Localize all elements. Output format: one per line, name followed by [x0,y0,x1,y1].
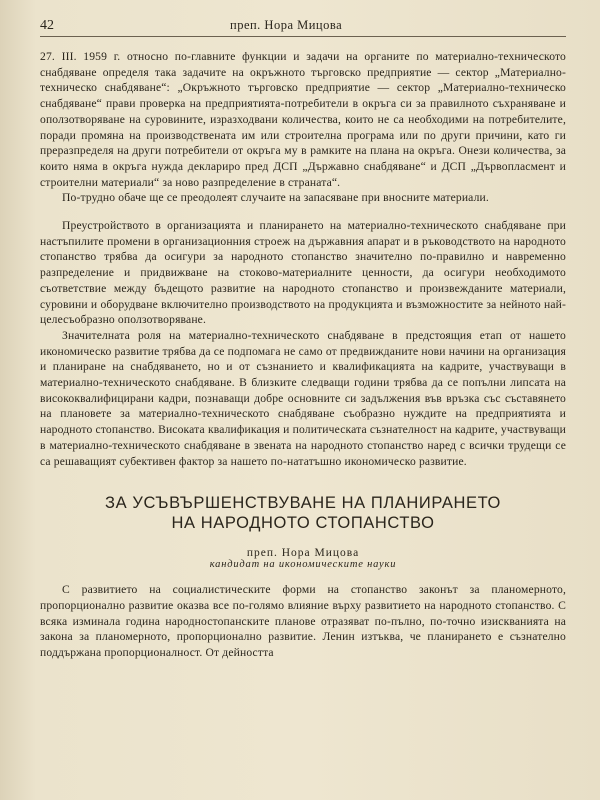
article-title [40,493,566,533]
paragraph-1: 27. III. 1959 г. относно по-главните функции и задачи на органите по материално-техническото снабдяване определя така задачите на окръжното търговско предприятие — сектор „Материално-техническо снабдяване“: „Окръжното търговско предприятие — сектор „Материално-техническо снабдяване“ прави проверка на предприятията-потребители в окръга си за правилното съхраняване и оползотворяване на суровините, изразходвани количества, които не са необходими на потребителите, поради промяна на производствената им или строителна програма или по други причини, като ги преразпределя на други потребители от окръга му в рамките на плана на окръга. Онези количества, за които няма в окръга нужда деклариро пред ДСП „Държавно снабдяване“ и ДСП „Дървопласмент и строителни материали“ за ново разпределение в страната“. [40,50,566,189]
article-title-line-2: НА НАРОДНОТО СТОПАНСТВО [171,514,435,533]
page-number: 42 [40,18,54,33]
paragraph-4: Значителната роля на материално-техническото снабдяване в предстоящия етап от нашето икономическо развитие трябва да се подпомага не само от предвижданите нови начини на организация и планиране на снабдяването, но и от съзнанието и квалификацията на кадрите, участвуващи в материално-техническото снабдяване. В близките следващи години трябва да се попълни липсата на висококвалифицирани кадри, познаващи добре основните си задължения във връзка със съставянето на плановете за материално-техническото снабдяване съобразно нуждите на предприятията и народното стопанство. Високата квалификация и политическата съзнателност на кадрите, участвуващи в материално-техническото снабдяване в звената на народното стопанство наред с всички трудещи се са решаващият субективен фактор за нашето по-нататъшно икономическо развитие. [40,328,566,468]
page-header [40,18,566,37]
article-body: С развитието на социалистическите форми на стопанство законът за планомерното, пропорционално развитие оказва все по-голямо влияние върху развитието на народното стопанство. С всяка изминала година народностопанските планове отразяват по-пълно, по-точно изискванията на закона за планомерното, пропорционално развитие. Ленин изтъква, че планирането е съзнателно поддържана пропорционалност. От дейността [40,583,566,660]
running-head: преп. Нора Мицова [230,18,343,32]
article-title-line-1: ЗА УСЪВЪРШЕНСТВУВАНЕ НА ПЛАНИРАНЕТО [105,494,501,513]
paragraph-3: Преустройството в организацията и планирането на материално-техническото снабдяване при настъпилите промени в организационния строеж на държавния апарат и в ръководството на народното стопанство трябва да осигури за народното стопанство значително по-правилно и навременно разпределение и придвижване на стоково-материалните ценности, да осигури необходимото съответствие между бъдещото развитие на народното стопанство и произвежданите материали, суровини и оборудване включително производството на продукцията и възможностите за нейното най-целесъобразно оползотворяване. [40,219,566,327]
paragraph-2: По-трудно обаче ще се преодолеят случаите на запасяване при вносните материали. [62,191,489,205]
article-author: преп. Нора Мицова [246,547,360,560]
article-author-title: кандидат на икономическите науки [209,559,397,571]
